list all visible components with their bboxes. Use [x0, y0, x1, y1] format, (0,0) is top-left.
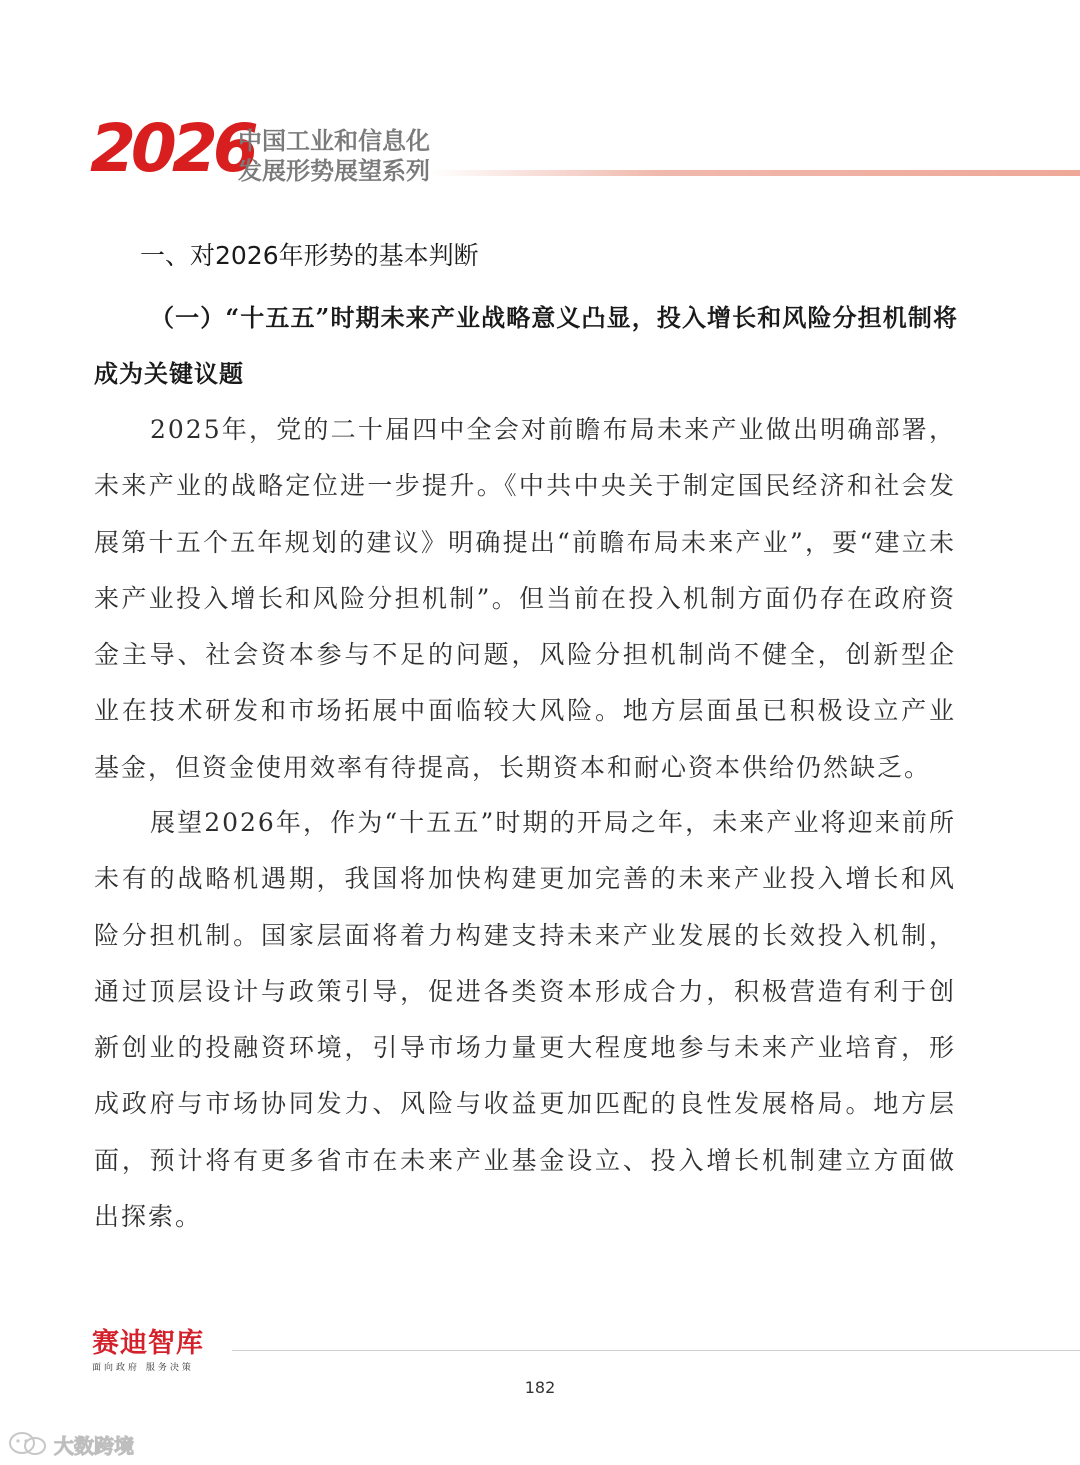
footer-logo — [92, 1328, 204, 1373]
series-title-line2: 发展形势展望系列 — [238, 157, 430, 185]
watermark — [8, 1428, 134, 1460]
series-title-line1: 中国工业和信息化 — [238, 127, 430, 155]
section-heading: 一、对2026年形势的基本判断 — [140, 241, 479, 270]
paragraph-1: 2025年，党的二十届四中全会对前瞻布局未来产业做出明确部署，未来产业的战略定位进一步提升。《中共中央关于制定国民经济和社会发展第十五个五年规划的建议》明确提出“前瞻布局未来产业”，要“建立未来产业投入增长和风险分担机制”。但当前在投入机制方面仍存在政府资金主导、社会资本参与不足的问题，风险分担机制尚不健全，创新型企业在技术研发和市场拓展中面临较大风险。地方层面虽已积极设立产业基金，但资金使用效率有待提高，长期资本和耐心资本供给仍然缺乏。 — [94, 415, 956, 782]
footer-brand: 赛迪智库 — [92, 1328, 204, 1359]
paragraph-2: 展望2026年，作为“十五五”时期的开局之年，未来产业将迎来前所未有的战略机遇期，我国将加快构建更加完善的未来产业投入增长和风险分担机制。国家层面将着力构建支持未来产业发展的长效投入机制，通过顶层设计与政策引导，促进各类资本形成合力，积极营造有利于创新创业的投融资环境，引导市场力量更大程度地参与未来产业培育，形成政府与市场协同发力、风险与收益更加匹配的良性发展格局。地方层面，预计将有更多省市在未来产业基金设立、投入增长机制建立方面做出探索。 — [94, 808, 956, 1232]
subheading: （一）“十五五”时期未来产业战略意义凸显，投入增长和风险分担机制将成为关键议题 — [94, 303, 958, 388]
page-number: 182 — [524, 1378, 556, 1397]
series-title — [238, 126, 430, 186]
page-header — [90, 110, 1080, 192]
footer-tagline: 面向政府 服务决策 — [92, 1363, 194, 1373]
header-divider — [430, 170, 1080, 176]
footer-divider — [232, 1350, 1080, 1351]
watermark-text: 大数跨境 — [54, 1433, 134, 1458]
logo-2026: 2026 — [90, 110, 254, 187]
wechat-icon — [8, 1431, 48, 1457]
